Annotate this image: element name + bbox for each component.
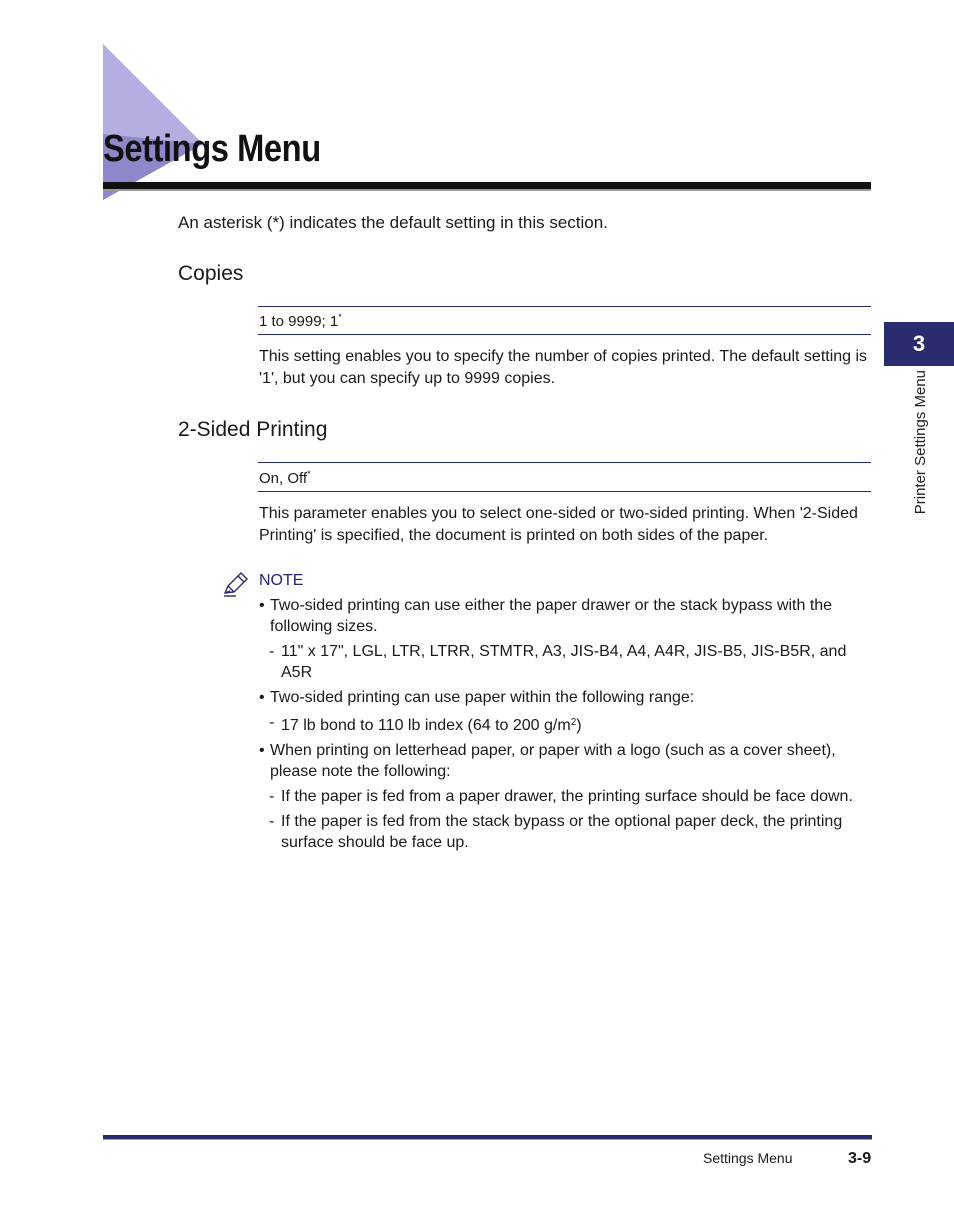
default-mark: * <box>338 312 342 322</box>
note-item: • Two-sided printing can use paper within the following range: <box>259 687 874 708</box>
footer-rule-shadow <box>103 1139 872 1140</box>
note-subitem: - 11" x 17", LGL, LTR, LTRR, STMTR, A3, JIS-B4, A4, A4R, JIS-B5, JIS-B5R, and A5R <box>259 641 874 683</box>
note-subitem: - If the paper is fed from a paper drawer, the printing surface should be face down. <box>259 786 874 807</box>
title-rule <box>103 182 871 189</box>
page-number: 3-9 <box>848 1150 872 1167</box>
note-subitem <box>259 712 874 736</box>
range-text: 17 lb bond to 110 lb index (64 to 200 g/m <box>281 717 571 734</box>
setting-values-copies <box>259 312 342 330</box>
description-2-sided-printing: This parameter enables you to select one-sided or two-sided printing. When '2-Sided Printing' is specified, the document is printed on both sides of the paper. <box>259 505 858 544</box>
range-close: ) <box>576 717 582 734</box>
title-triangle-decoration <box>103 44 223 200</box>
setting-values-text: On, Off <box>259 470 308 487</box>
note-list <box>259 595 874 857</box>
chapter-tab: 3 <box>884 322 954 366</box>
section-heading-copies: Copies <box>178 262 244 285</box>
page-title: Settings Menu <box>103 128 321 170</box>
note-subitem: - If the paper is fed from the stack bypass or the optional paper deck, the printing surface should be face up. <box>259 811 874 853</box>
values-rule-top <box>258 462 871 463</box>
footer-section-title: Settings Menu <box>703 1150 793 1166</box>
range-superscript: 2 <box>570 717 577 728</box>
default-mark: * <box>307 469 311 479</box>
note-item: • Two-sided printing can use either the paper drawer or the stack bypass with the following sizes. <box>259 595 874 637</box>
values-rule-bottom <box>258 334 871 335</box>
title-rule-shadow <box>103 189 871 191</box>
chapter-title-vertical: Printer Settings Menu <box>912 370 929 515</box>
note-label: NOTE <box>259 572 304 589</box>
note-item: • When printing on letterhead paper, or paper with a logo (such as a cover sheet), please note the following: <box>259 740 874 782</box>
setting-values-2-sided-printing <box>259 469 311 487</box>
values-rule-bottom <box>258 491 871 492</box>
intro-text: An asterisk (*) indicates the default setting in this section. <box>178 213 608 232</box>
pencil-note-icon <box>222 571 250 597</box>
section-heading-2-sided-printing: 2-Sided Printing <box>178 418 328 441</box>
description-copies: This setting enables you to specify the number of copies printed. The default setting is '1', but you can specify up to 9999 copies. <box>259 348 868 387</box>
setting-values-text: 1 to 9999; 1 <box>259 313 339 330</box>
values-rule-top <box>258 306 871 307</box>
